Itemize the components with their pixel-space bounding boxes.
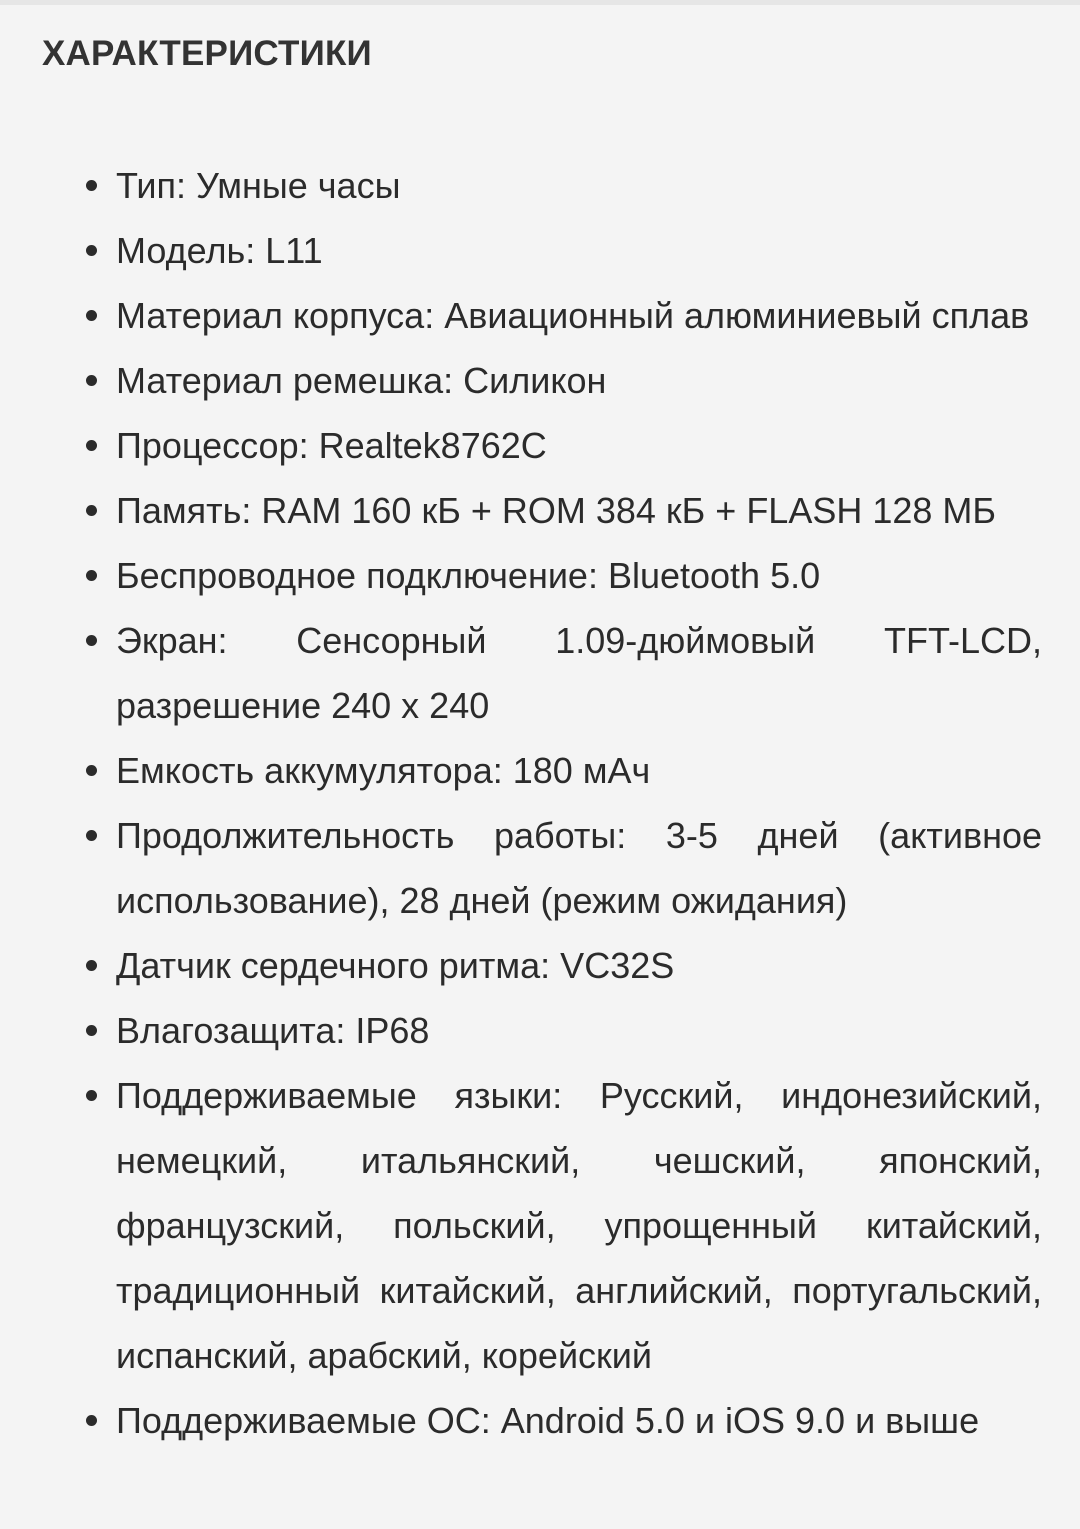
bullet-dot (86, 180, 97, 191)
spec-item-languages (0, 1063, 1080, 1388)
bullet-dot (86, 375, 97, 386)
spec-text: Модель: L11 (116, 230, 323, 271)
spec-text: Поддерживаемые языки: Русский, индонезийский, немецкий, итальянский, чешский, японский, французский, польский, упрощенный китайский, традиционный китайский, английский, португальский, испанский, арабский, корейский (116, 1075, 1042, 1376)
spec-text: Материал ремешка: Силикон (116, 360, 607, 401)
spec-item-model (0, 218, 1080, 283)
spec-item-supported-os (0, 1388, 1080, 1453)
bullet-dot (86, 245, 97, 256)
spec-item-runtime (0, 803, 1080, 933)
spec-text: Влагозащита: IP68 (116, 1010, 430, 1051)
bullet-dot (86, 505, 97, 516)
spec-text: Экран: Сенсорный 1.09-дюймовый TFT-LCD, разрешение 240 x 240 (116, 620, 1042, 726)
spec-text: Емкость аккумулятора: 180 мАч (116, 750, 651, 791)
spec-text: Тип: Умные часы (116, 165, 401, 206)
bullet-dot (86, 570, 97, 581)
spec-item-heart-rate-sensor (0, 933, 1080, 998)
spec-text: Процессор: Realtek8762C (116, 425, 547, 466)
bullet-dot (86, 1090, 97, 1101)
bullet-dot (86, 310, 97, 321)
spec-text: Материал корпуса: Авиационный алюминиевый сплав (116, 295, 1030, 336)
bullet-dot (86, 635, 97, 646)
bullet-dot (86, 960, 97, 971)
bullet-dot (86, 1415, 97, 1426)
spec-item-battery (0, 738, 1080, 803)
spec-item-type (0, 153, 1080, 218)
spec-text: Продолжительность работы: 3-5 дней (активное использование), 28 дней (режим ожидания) (116, 815, 1042, 921)
spec-item-memory (0, 478, 1080, 543)
section-title: ХАРАКТЕРИСТИКИ (42, 34, 372, 73)
spec-list (0, 153, 1080, 1453)
spec-text: Датчик сердечного ритма: VC32S (116, 945, 675, 986)
spec-item-wireless (0, 543, 1080, 608)
spec-item-strap-material (0, 348, 1080, 413)
bullet-dot (86, 1025, 97, 1036)
spec-item-screen (0, 608, 1080, 738)
bullet-dot (86, 830, 97, 841)
spec-text: Память: RAM 160 кБ + ROM 384 кБ + FLASH 128 МБ (116, 490, 997, 531)
bullet-dot (86, 765, 97, 776)
spec-item-processor (0, 413, 1080, 478)
spec-text: Поддерживаемые ОС: Android 5.0 и iOS 9.0 и выше (116, 1400, 980, 1441)
spec-item-case-material (0, 283, 1080, 348)
spec-text: Беспроводное подключение: Bluetooth 5.0 (116, 555, 821, 596)
bullet-dot (86, 440, 97, 451)
top-divider (0, 0, 1080, 5)
spec-item-water-resistance (0, 998, 1080, 1063)
